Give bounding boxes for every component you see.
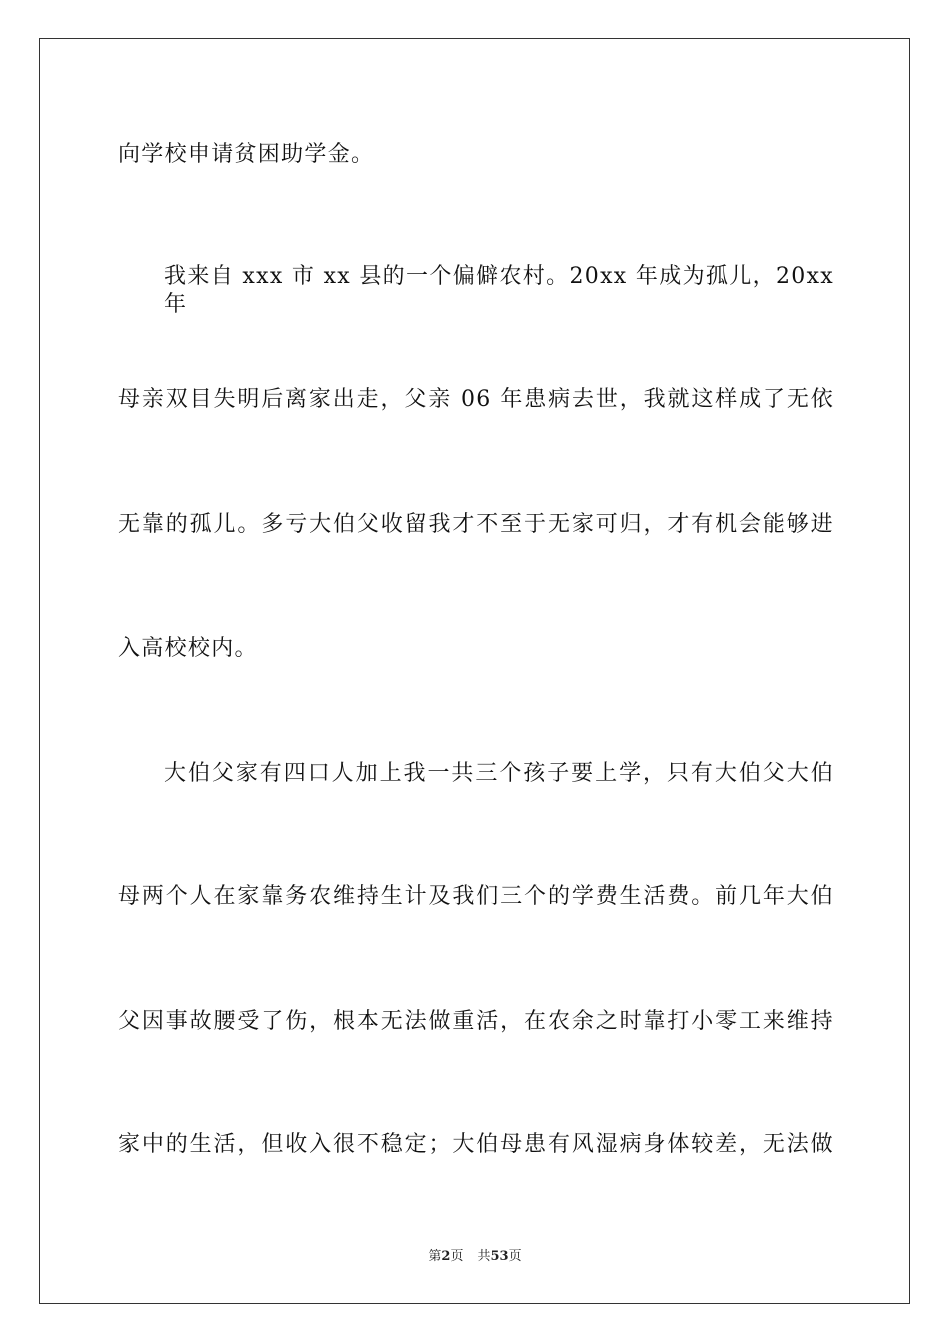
text-line-4: 无靠的孤儿。多亏大伯父收留我才不至于无家可归，才有机会能够进: [118, 512, 834, 537]
text-line-3: 母亲双目失明后离家出走，父亲 06 年患病去世，我就这样成了无依: [118, 387, 834, 412]
page-footer: [0, 1248, 950, 1266]
total-pages: 53: [490, 1249, 509, 1264]
page-number: 2: [441, 1249, 451, 1264]
text-line-5: 入高校校内。: [118, 636, 258, 661]
page-border: [39, 38, 910, 1304]
text-line-6: 大伯父家有四口人加上我一共三个孩子要上学，只有大伯父大伯: [164, 761, 834, 786]
page-prefix: 第: [428, 1249, 442, 1264]
text-line-2: 我来自 xxx 市 xx 县的一个偏僻农村。20xx 年成为孤儿，20xx 年: [164, 264, 834, 317]
text-line-1: 向学校申请贫困助学金。: [118, 142, 375, 167]
page-suffix: 页: [450, 1249, 464, 1264]
text-line-7: 母两个人在家靠务农维持生计及我们三个的学费生活费。前几年大伯: [118, 884, 834, 909]
text-line-9: 家中的生活，但收入很不稳定；大伯母患有风湿病身体较差，无法做: [118, 1132, 834, 1157]
text-line-8: 父因事故腰受了伤，根本无法做重活，在农余之时靠打小零工来维持: [118, 1009, 834, 1034]
total-suffix: 页: [508, 1249, 522, 1264]
total-prefix: 共: [477, 1249, 491, 1264]
